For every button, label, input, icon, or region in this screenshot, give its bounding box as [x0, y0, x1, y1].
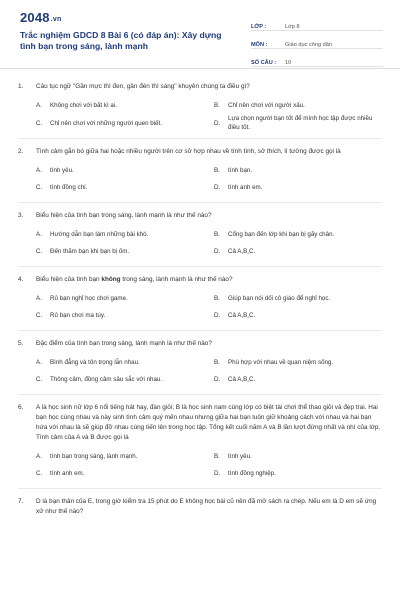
option-letter: B. — [214, 453, 220, 460]
question-number: 3. — [18, 212, 24, 219]
question-text-after: trong sáng, lành mạnh là như thế nào? — [120, 276, 233, 283]
question-number: 6. — [18, 404, 24, 411]
logo-brand: 2048 — [20, 10, 50, 25]
question-stem — [18, 275, 382, 285]
options — [18, 162, 382, 196]
question-2 — [0, 139, 400, 203]
option-a[interactable] — [36, 290, 204, 307]
option-c[interactable] — [36, 465, 204, 482]
option-text: Cả A,B,C. — [228, 376, 256, 383]
question-stem — [18, 403, 382, 443]
option-a[interactable] — [36, 97, 204, 114]
option-letter: A. — [36, 167, 42, 174]
option-text: Giúp bạn nói dối cô giáo để nghỉ học. — [228, 295, 331, 302]
option-letter: C. — [36, 376, 43, 383]
option-text: tình anh em. — [228, 184, 263, 191]
question-number: 4. — [18, 276, 24, 283]
meta-value: Lớp 8 — [285, 24, 300, 30]
option-d[interactable] — [214, 179, 382, 196]
option-letter: B. — [214, 359, 220, 366]
option-c[interactable] — [36, 371, 204, 388]
meta-row-grade — [251, 14, 383, 31]
option-text: Cả A,B,C. — [228, 312, 256, 319]
option-letter: B. — [214, 167, 220, 174]
option-letter: C. — [36, 119, 43, 127]
meta-label: LỚP : — [251, 24, 267, 30]
question-number: 7. — [18, 498, 24, 505]
quiz-meta — [251, 14, 383, 68]
option-letter: D. — [214, 184, 221, 191]
options — [18, 290, 382, 324]
option-b[interactable] — [214, 448, 382, 465]
question-text: Tình cảm gắn bó giữa hai hoặc nhiều người trên cơ sở hợp nhau về tính tình, sở thích, lí tưởng được gọi là — [36, 148, 341, 155]
option-text: Chỉ nên chơi với những người quen biết. — [50, 119, 162, 127]
option-letter: A. — [36, 453, 42, 460]
option-c[interactable] — [36, 114, 204, 132]
option-c[interactable] — [36, 179, 204, 196]
option-text: tình yêu. — [50, 167, 74, 174]
header-divider — [0, 68, 400, 69]
option-c[interactable] — [36, 307, 204, 324]
option-letter: C. — [36, 248, 43, 255]
meta-row-subject — [251, 32, 383, 49]
option-letter: C. — [36, 184, 43, 191]
option-b[interactable] — [214, 290, 382, 307]
option-text: tình đồng chí. — [50, 184, 88, 191]
option-text: Thông cảm, đồng cảm sâu sắc với nhau. — [50, 376, 163, 383]
option-text: tình bạn trong sáng, lành mạnh. — [50, 453, 138, 460]
meta-row-count — [251, 50, 383, 67]
question-text: A là học sinh nữ lớp 6 nổi tiếng hát hay, đàn giỏi; B là học sinh nam cùng lớp có biệt tài chơi thể thao giỏi và đẹp trai. Hai bạn học cùng nhau và này sinh tình cảm quý mến nhau nhưng giữa hai bạn luôn giữ khoảng cách với nhau và hai bạn hứa với nhau là sẽ giúp đỡ nhau cùng tiến lên trong học tập. Tổng kết cuối năm A và B lần lượt đứng nhất và nhì của lớp. Tình cảm của A và B được gọi là — [36, 404, 381, 441]
question-1 — [0, 74, 400, 139]
question-text: Câu tục ngữ "Gần mực thì đen, gần đèn thì sáng" khuyên chúng ta điều gì? — [36, 83, 250, 90]
question-5 — [0, 331, 400, 395]
question-stem — [18, 497, 382, 517]
option-text: tình yêu. — [228, 453, 252, 460]
question-stem — [18, 339, 382, 349]
option-c[interactable] — [36, 243, 204, 260]
option-text: Đến thăm bạn khi bạn bị ốm. — [50, 248, 130, 255]
option-letter: B. — [214, 102, 220, 109]
option-letter: B. — [214, 295, 220, 302]
option-a[interactable] — [36, 226, 204, 243]
header — [0, 0, 400, 68]
question-text: Đặc điểm của tình bạn trong sáng, lành mạnh là như thế nào? — [36, 340, 212, 347]
option-a[interactable] — [36, 448, 204, 465]
option-text: Rủ bạn nghỉ học chơi game. — [50, 295, 128, 302]
page-title: Trắc nghiệm GDCD 8 Bài 6 (có đáp án): Xây dựng tình bạn trong sáng, lành mạnh — [20, 30, 222, 51]
question-number: 1. — [18, 83, 24, 90]
options — [18, 354, 382, 388]
question-list — [0, 74, 400, 517]
option-letter: C. — [36, 312, 43, 319]
options — [18, 448, 382, 482]
option-d[interactable] — [214, 114, 382, 132]
option-letter: A. — [36, 102, 42, 109]
option-b[interactable] — [214, 162, 382, 179]
option-letter: D. — [214, 119, 221, 127]
option-text: Cả A,B,C. — [228, 248, 256, 255]
question-3 — [0, 203, 400, 267]
question-text-emphasis: không — [101, 276, 121, 283]
meta-value: Giáo dục công dân — [285, 42, 332, 48]
question-stem — [18, 211, 382, 221]
question-4 — [0, 267, 400, 331]
option-text: Không chơi với bất kì ai. — [50, 102, 117, 109]
option-d[interactable] — [214, 307, 382, 324]
meta-value: 10 — [285, 60, 292, 66]
option-text: Hướng dẫn bạn làm những bài khó. — [50, 231, 149, 238]
option-letter: D. — [214, 376, 221, 383]
option-text: Cổng bạn đến lớp khi bạn bị gãy chân. — [228, 231, 335, 238]
question-stem — [18, 147, 382, 157]
question-text: Biểu hiện của tình bạn trong sáng, lành mạnh là như thế nào? — [36, 212, 212, 219]
option-letter: C. — [36, 470, 43, 477]
option-text: Rủ bạn chơi ma túy. — [50, 312, 106, 319]
question-number: 5. — [18, 340, 24, 347]
meta-label: SỐ CÂU : — [251, 60, 277, 66]
options — [18, 226, 382, 260]
option-b[interactable] — [214, 226, 382, 243]
option-text: tình anh em. — [50, 470, 85, 477]
option-letter: A. — [36, 231, 42, 238]
option-d[interactable] — [214, 465, 382, 482]
option-letter: D. — [214, 248, 221, 255]
question-6 — [0, 395, 400, 489]
option-letter: D. — [214, 312, 221, 319]
question-stem — [18, 82, 382, 92]
option-letter: A. — [36, 359, 42, 366]
option-a[interactable] — [36, 354, 204, 371]
option-letter: A. — [36, 295, 42, 302]
option-text: tình bạn. — [228, 167, 253, 174]
options — [18, 97, 382, 132]
meta-label: MÔN : — [251, 42, 268, 48]
option-a[interactable] — [36, 162, 204, 179]
option-d[interactable] — [214, 243, 382, 260]
option-text: Bình đẳng và tôn trọng lẫn nhau. — [50, 359, 140, 366]
option-letter: D. — [214, 470, 221, 477]
option-text: Lựa chọn người bạn tốt để mình học tập được nhiều điều tốt. — [228, 115, 373, 131]
site-logo[interactable] — [20, 10, 61, 25]
question-text — [36, 275, 382, 285]
option-d[interactable] — [214, 371, 382, 388]
option-b[interactable] — [214, 354, 382, 371]
question-text-before: Biểu hiện của tình bạn — [36, 276, 102, 283]
option-text: Chỉ nên chơi với người xấu. — [228, 102, 305, 109]
option-text: tình đồng nghiệp. — [228, 470, 276, 477]
logo-suffix: .vn — [50, 16, 62, 23]
option-letter: B. — [214, 231, 220, 238]
option-b[interactable] — [214, 97, 382, 114]
question-7 — [0, 489, 400, 517]
option-text: Phù hợp với nhau về quan niệm sống. — [228, 359, 334, 366]
question-number: 2. — [18, 148, 24, 155]
question-text: D là bạn thân của E, trong giờ kiểm tra 15 phút do E không học bài cũ nên đã mở sách ra chép. Nếu em là D em sẽ ứng xử như thế nào? — [36, 498, 377, 515]
